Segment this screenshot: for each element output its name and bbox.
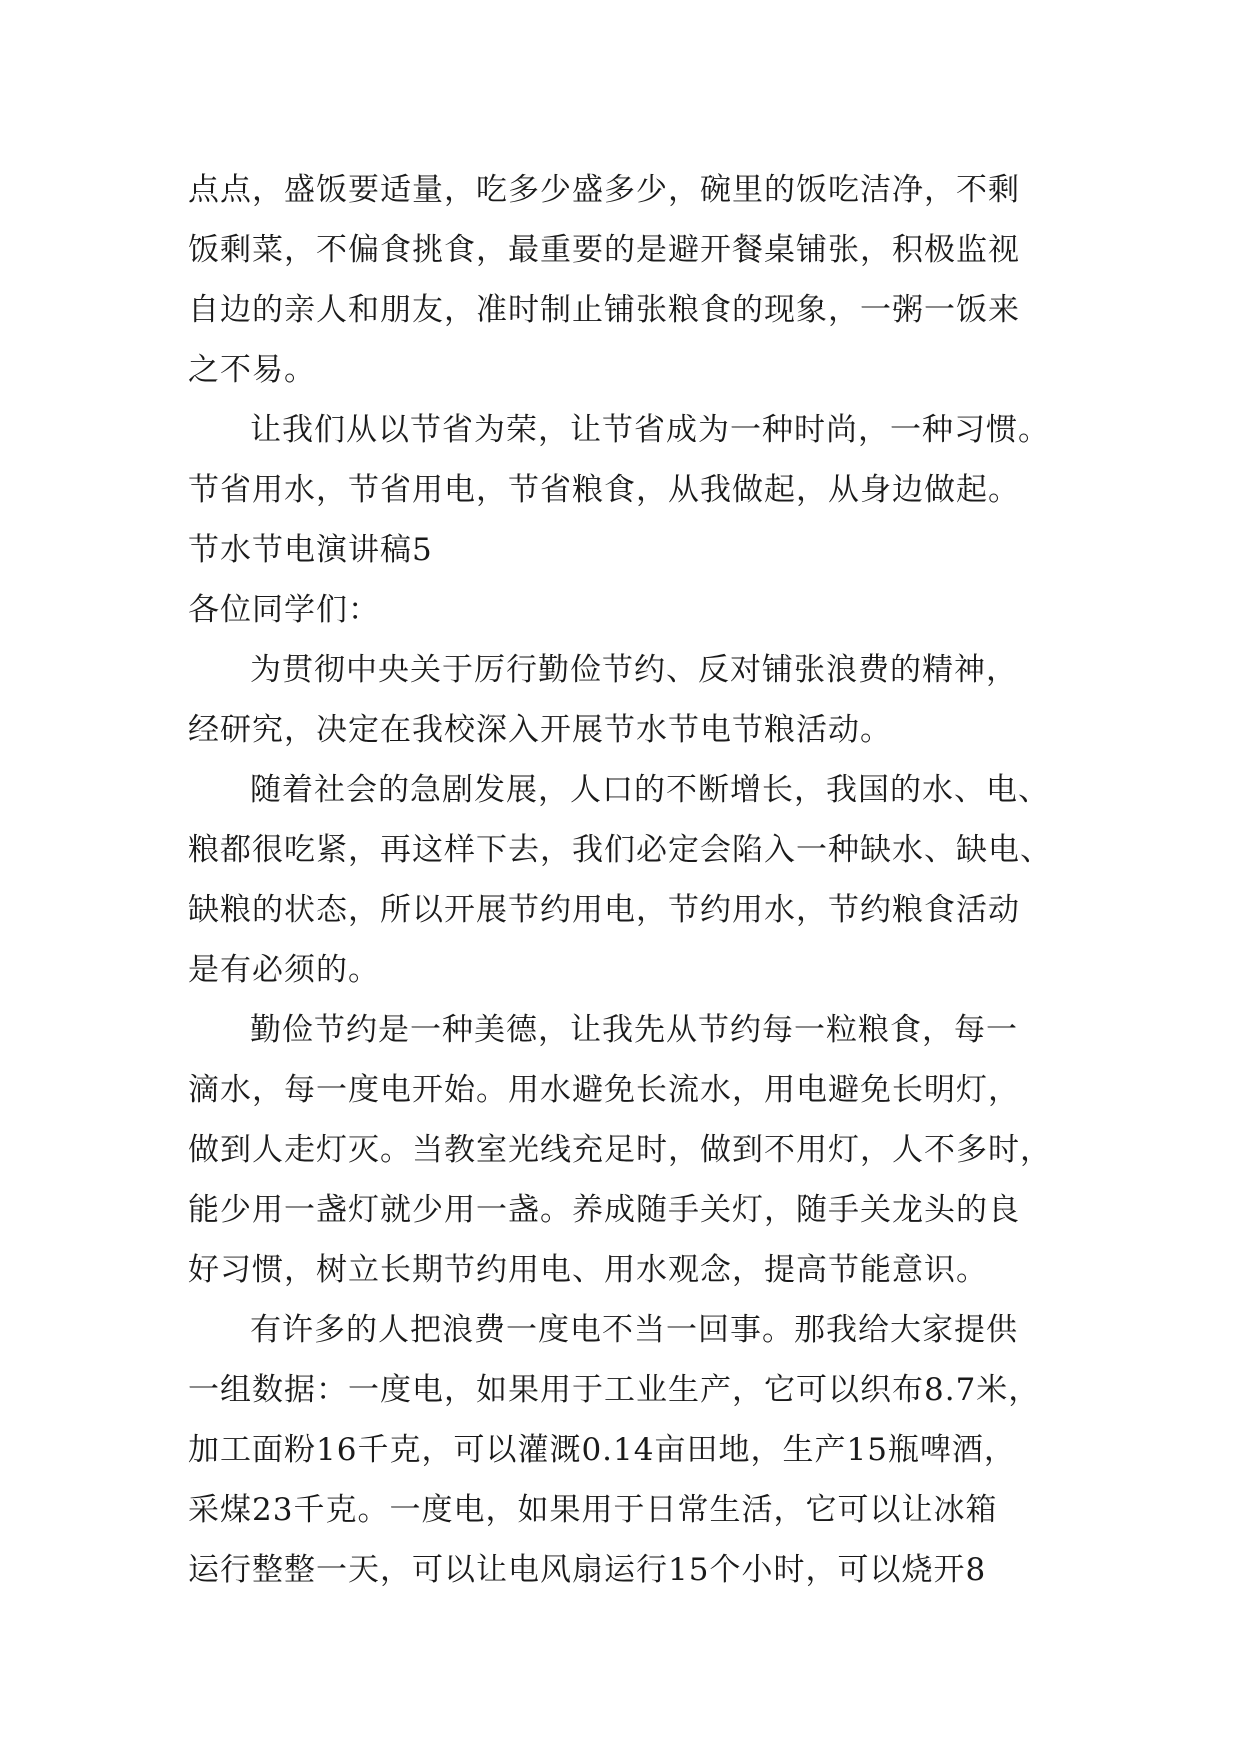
text-line: 自边的亲人和朋友，准时制止铺张粮食的现象，一粥一饭来: [188, 292, 1020, 328]
section-heading: 节水节电演讲稿5: [188, 532, 433, 568]
text-line: 做到人走灯灭。当教室光线充足时，做到不用灯，人不多时，: [188, 1132, 1052, 1168]
text-line: 饭剩菜，不偏食挑食，最重要的是避开餐桌铺张，积极监视: [188, 232, 1020, 268]
text-line: 粮都很吃紧，再这样下去，我们必定会陷入一种缺水、缺电、: [188, 832, 1052, 868]
text-line: 节省用水，节省用电，节省粮食，从我做起，从身边做起。: [188, 472, 1020, 508]
text-line: 好习惯，树立长期节约用电、用水观念，提高节能意识。: [188, 1252, 988, 1288]
text-line: 加工面粉16千克，可以灌溉0.14亩田地，生产15瓶啤酒，: [188, 1432, 1016, 1468]
paragraph-first-line: 勤俭节约是一种美德，让我先从节约每一粒粮食，每一: [250, 1012, 1018, 1048]
document-body: [188, 160, 1068, 1600]
text-line: 一组数据：一度电，如果用于工业生产，它可以织布8.7米，: [188, 1372, 1041, 1408]
paragraph-first-line: 有许多的人把浪费一度电不当一回事。那我给大家提供: [250, 1312, 1018, 1348]
paragraph-first-line: 随着社会的急剧发展，人口的不断增长，我国的水、电、: [250, 772, 1050, 808]
paragraph-first-line: 让我们从以节省为荣，让节省成为一种时尚，一种习惯。: [250, 412, 1050, 448]
text-line: 点点，盛饭要适量，吃多少盛多少，碗里的饭吃洁净，不剩: [188, 172, 1020, 208]
text-line: 是有必须的。: [188, 952, 380, 988]
paragraph-first-line: 为贯彻中央关于厉行勤俭节约、反对铺张浪费的精神，: [250, 652, 1018, 688]
text-line: 采煤23千克。一度电，如果用于日常生活，它可以让冰箱: [188, 1492, 998, 1528]
text-line: 经研究，决定在我校深入开展节水节电节粮活动。: [188, 712, 892, 748]
text-line: 滴水，每一度电开始。用水避免长流水，用电避免长明灯，: [188, 1072, 1020, 1108]
salutation: 各位同学们：: [188, 592, 380, 628]
text-line: 能少用一盏灯就少用一盏。养成随手关灯，随手关龙头的良: [188, 1192, 1020, 1228]
text-line: 运行整整一天，可以让电风扇运行15个小时，可以烧开8: [188, 1552, 987, 1588]
text-line: 之不易。: [188, 352, 316, 388]
text-line: 缺粮的状态，所以开展节约用电，节约用水，节约粮食活动: [188, 892, 1020, 928]
